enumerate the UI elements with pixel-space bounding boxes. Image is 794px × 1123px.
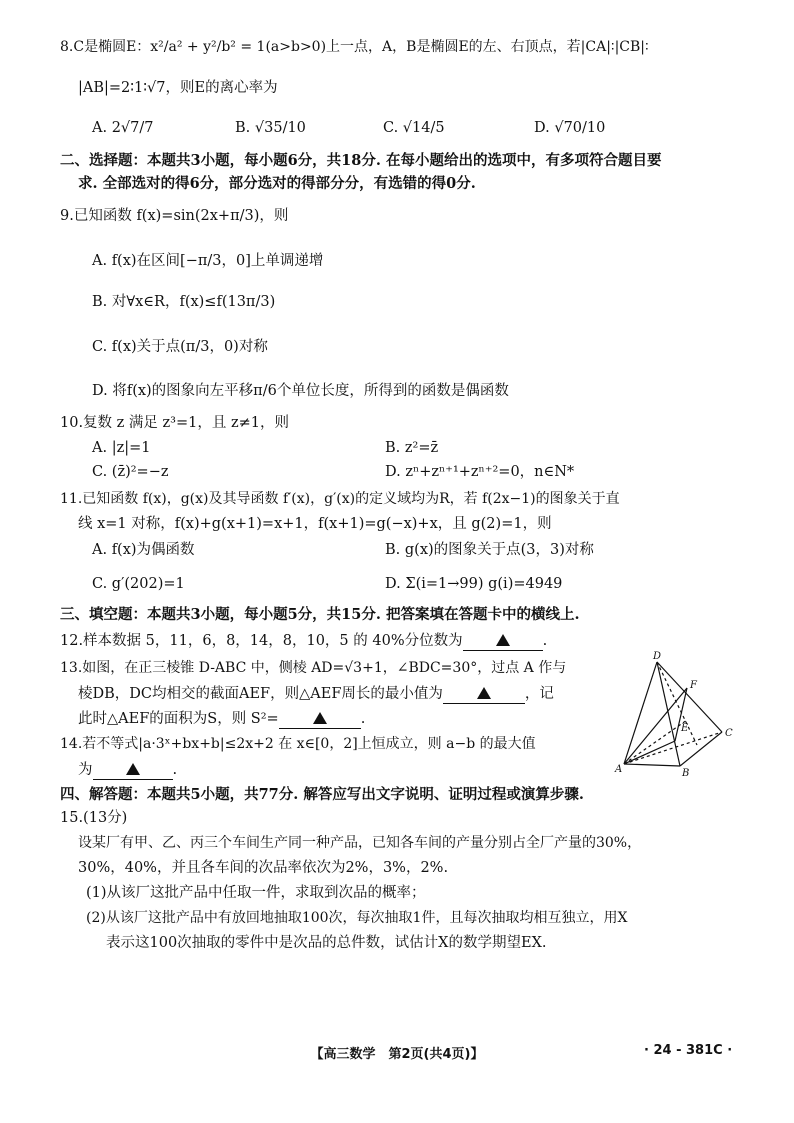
section4-heading: 四、解答题：本题共5小题，共77分. 解答应写出文字说明、证明过程或演算步骤. (60, 786, 584, 803)
q12-answer-blank (463, 633, 543, 651)
edge-dc (657, 662, 722, 732)
q14-stem-line2 (78, 760, 177, 780)
q13-answer-blank-1 (443, 686, 525, 704)
q9-option-d: D. 将f(x)的图象向左平移π/6个单位长度，所得到的函数是偶函数 (92, 383, 509, 399)
edge-bc (680, 732, 722, 766)
q13-stem-line2 (78, 684, 554, 704)
q15-subquestion-1: (1)从该厂这批产品中任取一件，求取到次品的概率； (86, 885, 426, 901)
q8-option-b: B. √35/10 (235, 120, 306, 136)
q13-line2-text: 棱DB，DC均相交的截面AEF，则△AEF周长的最小值为 (78, 686, 443, 702)
q10-option-b: B. z²=z̄ (385, 440, 439, 456)
q11-option-b: B. g(x)的图象关于点(3，3)对称 (385, 542, 594, 558)
q14-line2-end: . (172, 762, 178, 778)
fig-label-d: D (653, 651, 662, 662)
q14-stem-line1: 14.若不等式|a·3ˣ+bx+b|≤2x+2 在 x∈[0，2]上恒成立，则 a−b 的最大值 (60, 736, 536, 752)
q10-option-a: A. |z|=1 (92, 440, 151, 456)
footer-exam-code: · 24 - 381C · (644, 1043, 733, 1058)
q13-line3-text: 此时△AEF的面积为S，则 S²= (78, 711, 279, 727)
q11-stem-line2: 线 x=1 对称，f(x)+g(x+1)=x+1，f(x+1)=g(−x)+x，且 g(2)=1，则 (78, 516, 552, 532)
q12-question (60, 631, 547, 651)
q14-answer-blank (93, 762, 173, 780)
section3-heading: 三、填空题：本题共3小题，每小题5分，共15分. 把答案填在答题卡中的横线上. (60, 606, 580, 623)
q8-option-c: C. √14/5 (383, 120, 445, 136)
q13-stem-line3 (78, 709, 365, 729)
edge-da (624, 662, 657, 764)
q14-line2-text: 为 (78, 762, 93, 778)
q12-end: . (542, 633, 548, 649)
q15-subquestion-2-line1: (2)从该厂这批产品中有放回地抽取100次，每次抽取1件，且每次抽取均相互独立，用X (86, 910, 628, 926)
q8-option-d: D. √70/10 (534, 120, 606, 136)
q12-text: 12.样本数据 5，11，6，8，14，8，10，5 的 40%分位数为 (60, 633, 463, 649)
q11-option-d: D. Σ(i=1→99) g(i)=4949 (385, 576, 563, 592)
fig-label-f: F (690, 680, 697, 691)
q8-stem-line2: |AB|=2∶1∶√7，则E的离心率为 (78, 80, 278, 96)
q9-option-a: A. f(x)在区间[−π/3，0]上单调递增 (92, 253, 324, 269)
q13-line3-end: . (360, 711, 366, 727)
edge-db (657, 662, 680, 766)
q15-subquestion-2-line2: 表示这100次抽取的零件中是次品的总件数，试估计X的数学期望EX. (106, 935, 547, 951)
q15-heading: 15.(13分) (60, 810, 128, 826)
fig-label-a: A (615, 764, 623, 775)
footer-page-info: 【高三数学 第2页(共4页)】 (310, 1047, 484, 1062)
answer-triangle-icon (496, 634, 510, 646)
q9-option-b: B. 对∀x∈R，f(x)≤f(13π/3) (92, 294, 276, 310)
q8-stem-line1: 8.C是椭圆E：x²/a² + y²/b² = 1(a>b>0)上一点，A，B是椭圆E的左、右顶点，若|CA|∶|CB|∶ (60, 39, 649, 55)
fig-label-b: B (682, 768, 690, 776)
q11-option-c: C. g′(202)=1 (92, 576, 185, 592)
q10-stem: 10.复数 z 满足 z³=1，且 z≠1，则 (60, 415, 289, 431)
fig-label-c: C (725, 728, 733, 739)
section2-heading-line1: 二、选择题：本题共3小题，每小题6分，共18分. 在每小题给出的选项中，有多项符合题目要 (60, 152, 662, 169)
q15-paragraph-line2: 30%，40%，并且各车间的次品率依次为2%，3%，2%. (78, 860, 449, 876)
q11-option-a: A. f(x)为偶函数 (92, 542, 195, 558)
q13-line2-end: ，记 (524, 686, 554, 702)
q9-stem: 9.已知函数 f(x)=sin(2x+π/3)，则 (60, 208, 289, 224)
section-ae (624, 741, 675, 764)
answer-triangle-icon (477, 687, 491, 699)
tetrahedron-figure (612, 650, 736, 776)
q15-paragraph-line1: 设某厂有甲、乙、丙三个车间生产同一种产品，已知各车间的产量分别占全厂产量的30%， (78, 835, 642, 851)
answer-triangle-icon (313, 712, 327, 724)
q9-option-c: C. f(x)关于点(π/3，0)对称 (92, 339, 268, 355)
edge-ab (624, 764, 680, 766)
q10-option-c: C. (z̄)²=−z (92, 464, 169, 480)
q13-stem-line1: 13.如图，在正三棱锥 D-ABC 中，侧棱 AD=√3+1，∠BDC=30°，过点 A 作与 (60, 660, 567, 676)
fig-label-e: E (681, 723, 689, 734)
q8-option-a: A. 2√7/7 (92, 120, 154, 136)
q13-answer-blank-2 (279, 711, 361, 729)
q10-option-d: D. zⁿ+zⁿ⁺¹+zⁿ⁺²=0，n∈N* (385, 464, 575, 480)
answer-triangle-icon (126, 763, 140, 775)
section2-heading-line2: 求. 全部选对的得6分，部分选对的得部分分，有选错的得0分. (78, 175, 476, 192)
q11-stem-line1: 11.已知函数 f(x)，g(x)及其导函数 f′(x)，g′(x)的定义域均为R，若 f(2x−1)的图象关于直 (60, 491, 620, 507)
